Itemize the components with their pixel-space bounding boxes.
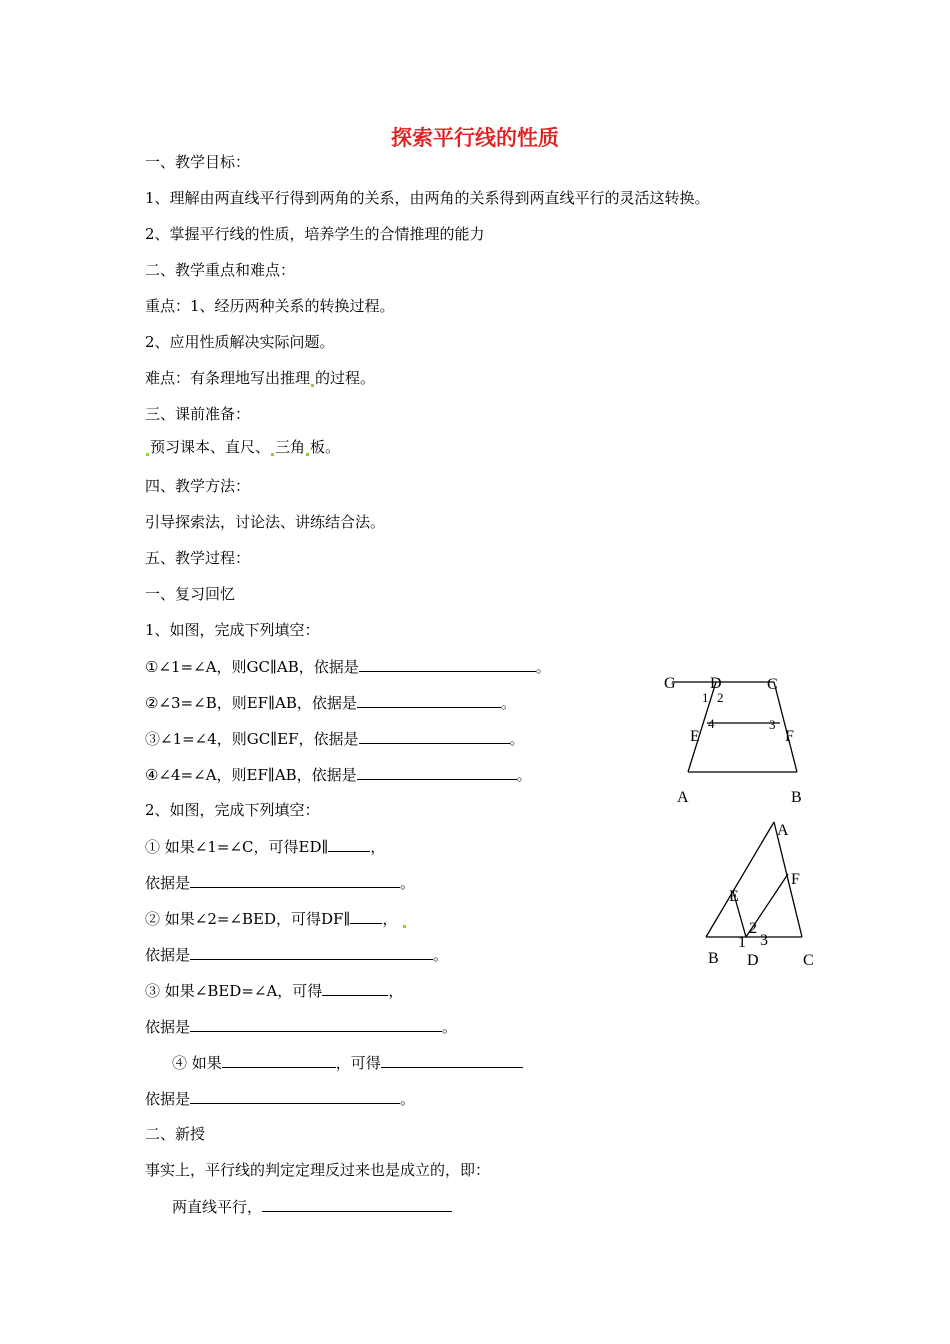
section-heading: 二、教学重点和难点：: [145, 261, 296, 279]
label-angle-4: 4: [708, 716, 715, 731]
exercise-2-prompt: 2、如图，完成下列填空：: [145, 801, 320, 819]
subsection-heading: 一、复习回忆: [145, 585, 236, 603]
answer-blank[interactable]: [357, 692, 501, 708]
answer-blank[interactable]: [190, 944, 433, 960]
key-point-2: 2、应用性质解决实际问题。: [145, 333, 335, 351]
label-b: B: [708, 950, 719, 967]
exercise-2-item: ③ 如果∠BED=∠A，可得 ，: [145, 982, 404, 1000]
objective-1: 1、理解由两直线平行得到两角的关系，由两角的关系得到两直线平行的灵活这转换。: [145, 189, 710, 207]
answer-blank[interactable]: [381, 1052, 523, 1068]
exercise-2-item: ② 如果∠2=∠BED，可得DF∥ ，: [145, 908, 407, 929]
exercise-1-item: ③∠1=∠4，则GC∥EF，依据是 。: [145, 730, 525, 748]
answer-blank[interactable]: [262, 1196, 452, 1212]
label-b: B: [791, 789, 802, 806]
label-a: A: [677, 789, 689, 806]
label-angle-3: 3: [769, 717, 776, 732]
figure-triangle: [690, 812, 830, 977]
answer-blank[interactable]: [322, 980, 388, 996]
answer-blank[interactable]: [222, 1052, 336, 1068]
exercise-1-item: ①∠1=∠A，则GC∥AB，依据是 。: [145, 658, 551, 676]
label-angle-3: 3: [760, 932, 768, 949]
answer-blank[interactable]: [359, 728, 510, 744]
label-e: E: [729, 888, 739, 905]
exercise-2-item: ④ 如果 ，可得: [172, 1052, 523, 1073]
difficulty: 难点：有条理地写出推理 的过程。: [145, 369, 376, 387]
label-f: F: [791, 871, 800, 888]
section-heading: 四、教学方法：: [145, 477, 251, 495]
exercise-1-prompt: 1、如图，完成下列填空：: [145, 621, 320, 639]
label-angle-2: 2: [749, 920, 757, 937]
label-c: C: [803, 952, 814, 969]
answer-blank[interactable]: [357, 764, 517, 780]
objective-2: 2、掌握平行线的性质，培养学生的合情推理的能力: [145, 225, 485, 243]
reason-line: 依据是 。: [145, 1090, 416, 1108]
section-heading: 三、课前准备：: [145, 405, 251, 423]
label-a: A: [777, 822, 789, 839]
figure-trapezoid: [650, 665, 830, 815]
theorem-line: 两直线平行，: [172, 1196, 452, 1217]
reason-line: 依据是 。: [145, 946, 449, 964]
answer-blank[interactable]: [350, 908, 382, 924]
answer-blank[interactable]: [190, 872, 400, 888]
label-e: E: [690, 728, 700, 745]
section-heading: 五、教学过程：: [145, 549, 251, 567]
label-d: D: [747, 952, 759, 969]
key-point-1: 重点：1、经历两种关系的转换过程。: [145, 297, 395, 315]
answer-blank[interactable]: [328, 836, 370, 852]
section-heading: 一、教学目标：: [145, 153, 251, 171]
answer-blank[interactable]: [190, 1088, 400, 1104]
answer-blank[interactable]: [190, 1016, 442, 1032]
page-title: 探索平行线的性质: [391, 126, 559, 150]
label-f: F: [785, 728, 794, 745]
answer-blank[interactable]: [359, 656, 536, 672]
exercise-2-item: ① 如果∠1=∠C，可得ED∥ ，: [145, 838, 386, 856]
label-angle-2: 2: [717, 690, 724, 705]
preparation-line: 预习课本、直尺、 三角 板。: [145, 437, 340, 457]
new-lesson-intro: 事实上，平行线的判定定理反过来也是成立的，即：: [145, 1161, 491, 1179]
methods: 引导探索法，讨论法、讲练结合法。: [145, 513, 386, 531]
label-angle-1: 1: [738, 934, 746, 951]
label-g: G: [664, 675, 676, 692]
label-c: C: [767, 676, 778, 693]
reason-line: 依据是 。: [145, 1018, 458, 1036]
exercise-1-item: ②∠3=∠B，则EF∥AB，依据是 。: [145, 694, 516, 712]
reason-line: 依据是 。: [145, 874, 416, 892]
subsection-heading: 二、新授: [145, 1125, 206, 1143]
line-ba: [706, 822, 774, 937]
exercise-1-item: ④∠4=∠A，则EF∥AB，依据是 。: [145, 766, 532, 784]
label-angle-1: 1: [702, 690, 709, 705]
line-cb: [774, 682, 797, 772]
label-d: D: [710, 675, 722, 692]
